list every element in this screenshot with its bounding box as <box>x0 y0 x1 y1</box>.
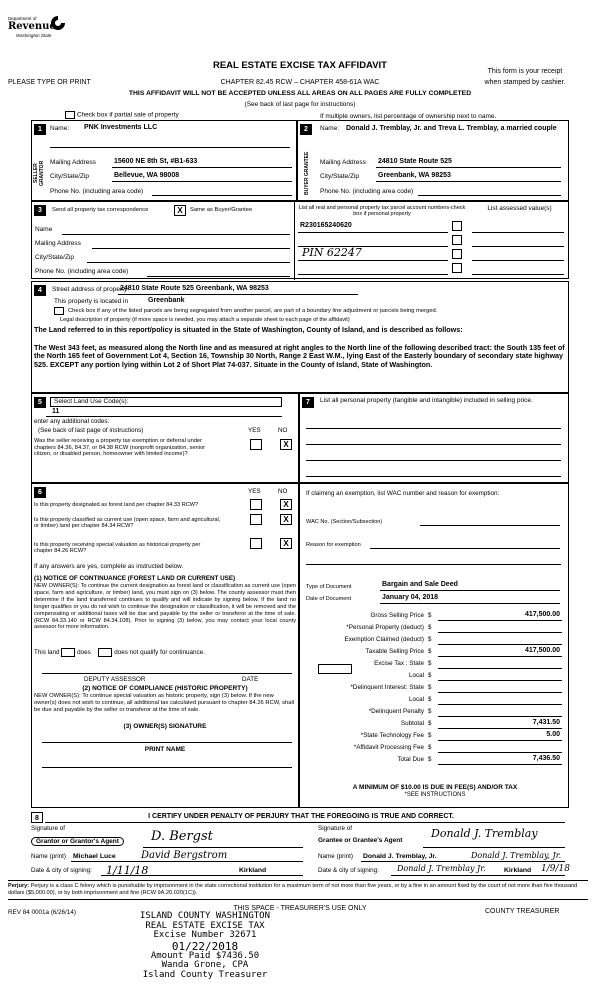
this-land-row <box>34 648 205 657</box>
section-number-1: 1 <box>34 124 46 135</box>
buyer-mailing[interactable]: 24810 State Route 525 <box>378 158 452 165</box>
grantee-date-sig: Donald J. Tremblay Jr. <box>397 864 486 873</box>
grantee-agent-label: Grantee or Grantee's Agent <box>318 837 403 844</box>
section-8 <box>31 810 570 877</box>
excise-rate-box[interactable] <box>318 664 352 674</box>
warning-text: THIS AFFIDAVIT WILL NOT BE ACCEPTED UNLESS ALL AREAS ON ALL PAGES ARE FULLY COMPLETED <box>128 90 472 97</box>
does-label: does <box>77 649 91 657</box>
exemption-no-checkbox[interactable]: X <box>280 439 292 450</box>
stamp-treasurer-title: Island County Treasurer <box>142 969 268 980</box>
tax-row-currency: $ <box>428 732 432 739</box>
if-yes-note: If any answers are yes, complete as instructed below. <box>34 563 184 570</box>
section-number-7: 7 <box>302 397 314 408</box>
grantor-signature[interactable]: D. Bergst <box>151 829 213 844</box>
parcel-4-pp-checkbox[interactable] <box>452 263 462 273</box>
parcel-2-pp-checkbox[interactable] <box>452 235 462 245</box>
continuance-title: (1) NOTICE OF CONTINUANCE (FOREST LAND OR CURRENT USE) <box>34 575 236 582</box>
same-as-buyer-checkbox[interactable]: X <box>174 205 186 216</box>
compliance-text: NEW OWNER(S): To continue special valuation as historic property, sign (3) below. If the new owner(s) does not wish to continue, all additional tax calculated pursuant to chapter 84.26 RCW, shall be due and payable by the seller or transferor at the time of sale. <box>34 693 295 713</box>
exemption-yes-checkbox[interactable] <box>250 439 262 450</box>
section-number-2: 2 <box>300 124 312 135</box>
tax-row-label: *Delinquent Interest: State <box>350 684 424 691</box>
tax-row-currency: $ <box>428 612 432 619</box>
section-6 <box>31 483 299 808</box>
revenue-logo <box>8 14 68 44</box>
grantor-name[interactable]: Michael Luce <box>73 853 116 860</box>
tax-row-currency: $ <box>428 636 432 643</box>
land-does-not-checkbox[interactable] <box>98 648 112 657</box>
historical-no-checkbox[interactable]: X <box>280 538 292 549</box>
tax-row-currency: $ <box>428 660 432 667</box>
seller-section <box>31 120 297 201</box>
receipt-note-1: This form is your receipt <box>487 68 563 75</box>
tax-row-currency: $ <box>428 708 432 715</box>
grantor-printed-sig: David Bergstrom <box>141 850 228 861</box>
perjury-note <box>8 883 578 897</box>
treasurer-space: THIS SPACE - TREASURER'S USE ONLY <box>233 905 367 912</box>
section-number-6: 6 <box>34 487 46 498</box>
chapter-ref: CHAPTER 82.45 RCW – CHAPTER 458-61A WAC <box>220 79 380 86</box>
seller-side-label: SELLER GRANTOR <box>33 160 45 187</box>
seller-mailing[interactable]: 15600 NE 8th St, #B1-633 <box>114 158 198 165</box>
no-header-5: NO <box>278 427 288 434</box>
wac-label: WAC No. (Section/Subsection) <box>306 519 383 525</box>
doc-date[interactable]: January 04, 2018 <box>382 594 439 601</box>
tax-row-value[interactable]: 417,500.00 <box>524 611 560 618</box>
current-use-no-checkbox[interactable]: X <box>280 514 292 525</box>
land-desc: The Land referred to in this report/policy is situated in the State of Washington, County of Island, and is described as follows: <box>34 325 463 334</box>
tax-row-label: *Delinquent Penalty <box>368 708 424 715</box>
tax-row-value[interactable]: 417,500.00 <box>524 647 560 654</box>
buyer-side-label: BUYER GRANTEE <box>304 151 310 196</box>
parcel-header: List all real and personal property tax parcel account numbers-check box if personal property <box>298 205 466 217</box>
perjury-text: Perjury is a class C felony which is punishable by imprisonment in the state correctional institution for a maximum term of not more than five years, or by a fine in an amount fixed by the court of not more than five thousand dollars ($5,000.00), or by both imprisonment and fine (RCW 9A.20.020(1C)). <box>8 883 578 896</box>
forest-no-checkbox[interactable]: X <box>280 499 292 510</box>
tax-row-currency: $ <box>428 684 432 691</box>
stamp-amount: Amount Paid $7436.50 <box>150 950 260 961</box>
tax-row-value[interactable]: 7,436.50 <box>532 755 560 762</box>
form-id: REV 84 0001a (6/26/14) <box>8 909 76 916</box>
tax-row-value[interactable]: 5.00 <box>546 731 560 738</box>
deputy-assessor-label: DEPUTY ASSESSOR <box>84 676 146 683</box>
see-instructions: *SEE INSTRUCTIONS <box>404 792 466 798</box>
additional-codes-label: enter any additional codes: <box>34 418 110 425</box>
partial-sale-checkbox[interactable] <box>65 111 75 119</box>
section-4 <box>31 281 569 393</box>
tax-row-value[interactable]: 7,431.50 <box>532 719 560 726</box>
tax-row-label: Total Due <box>397 756 424 763</box>
tax-row-currency: $ <box>428 720 432 727</box>
historical-yes-checkbox[interactable] <box>250 538 262 549</box>
grantor-date[interactable]: 1/11/18 <box>106 864 149 877</box>
tax-row-label: *State Technology Fee <box>360 732 424 739</box>
see-back-note: (See back of last page for instructions) <box>244 101 356 108</box>
buyer-phone-label: Phone No. (including area code) <box>320 188 414 195</box>
land-use-select[interactable] <box>50 397 282 407</box>
dept-line: Department of <box>8 16 37 21</box>
tax-row-label: Local <box>408 672 424 679</box>
current-use-yes-checkbox[interactable] <box>250 514 262 525</box>
land-use-label: Select Land Use Code(s): <box>54 398 129 405</box>
buyer-name-label: Name: <box>320 125 340 132</box>
assessed-header: List assessed value(s) <box>487 205 552 212</box>
tax-phone-label: Phone No. (including area code) <box>35 268 129 275</box>
grantor-sig-label: Signature of <box>31 825 65 832</box>
current-use-question: Is this property classified as current use (open space, farm and agricultural, or timber) land per chapter 84.34 RCW? <box>34 517 221 530</box>
print-name-label: PRINT NAME <box>144 746 186 753</box>
seller-phone-label: Phone No. (including area code) <box>50 188 144 195</box>
doc-date-label: Date of Document <box>306 596 352 602</box>
stamp-line-2: REAL ESTATE EXCISE TAX <box>145 920 265 931</box>
treasurer-stamp <box>110 912 300 980</box>
buyer-name[interactable]: Donald J. Tremblay, Jr. and Treva L. Tremblay, a married couple <box>346 125 557 132</box>
tax-row-label: Gross Selling Price <box>370 612 424 619</box>
tax-name-label: Name <box>35 226 53 233</box>
section-7 <box>299 393 569 483</box>
seller-city-label: City/State/Zip <box>50 173 90 180</box>
legal-description[interactable]: The West 343 feet, as measured along the North line and as measured at right angles to the North line of the following described tract: the South 135 feet of the North 165 feet of Government Lot 4, Section 16, Township 30 North, Range 2 East W.M., lying East of the Easterly boundary of secondary state highway 525. EXCEPT any portion lying within Lot 2 of Short Plat 74-037. Situate in the County of Island, State of Washington. <box>34 343 565 369</box>
buyer-city[interactable]: Greenbank, WA 98253 <box>378 172 451 179</box>
street-label: Street address of property: <box>52 286 129 293</box>
personal-property-label: List all personal property (tangible and intangible) included in selling price. <box>320 397 533 404</box>
not-qualify-label: does not qualify for continuance. <box>114 649 205 657</box>
reason-label: Reason for exemption <box>306 542 361 548</box>
seller-city[interactable]: Bellevue, WA 98008 <box>114 172 180 179</box>
grantee-sig-label: Signature of <box>318 825 352 832</box>
tax-row-label: Excise Tax : State <box>374 660 424 667</box>
tax-row-currency: $ <box>428 624 432 631</box>
parcel-number-2[interactable]: PIN 62247 <box>302 246 362 259</box>
county-treasurer: COUNTY TREASURER <box>485 908 560 915</box>
agency-name: Revenue <box>8 21 56 32</box>
send-correspondence-label: Send all property tax correspondence <box>52 207 149 213</box>
tax-rows <box>300 612 570 772</box>
tax-row-label: *Affidavit Processing Fee <box>353 744 424 751</box>
grantee-date-label: Date & city of signing: <box>318 867 379 874</box>
section-number-3: 3 <box>34 205 46 216</box>
section-number-4: 4 <box>34 285 46 296</box>
certify-text: I CERTIFY UNDER PENALTY OF PERJURY THAT THE FOREGOING IS TRUE AND CORRECT. <box>148 813 454 820</box>
continuance-text: NEW OWNER(S): To continue the current designation as forest land or classification as current use (open space, farm and agriculture, or timber) land, you must sign on (3) below. The county assessor must then determine if the land transferred continues to qualify and will indicate by signing below. If the land no longer qualifies or you do not wish to continue the designation or classification, it will be removed and the compensating or additional taxes will be due and payable by the seller or transferor at the time of sale. (RCW 84.33.140 or RCW 84.34.108). Prior to signing (3) below, you may contact your local county assessor for more information. <box>34 583 296 631</box>
segregated-checkbox[interactable] <box>54 307 64 315</box>
parcel-number-1[interactable]: R230165240620 <box>300 222 352 229</box>
stamp-line-3: Excise Number 32671 <box>153 930 257 940</box>
receipt-note-2: when stamped by cashier. <box>484 79 566 86</box>
land-use-code[interactable]: 11 <box>52 408 60 415</box>
tax-row-label: Local <box>408 696 424 703</box>
land-does-checkbox[interactable] <box>61 648 75 657</box>
grantee-name[interactable]: Donald J. Tremblay, Jr. <box>363 853 437 860</box>
seller-mailing-label: Mailing Address <box>50 159 96 166</box>
stamp-line-1: ISLAND COUNTY WASHINGTON <box>139 911 271 921</box>
seller-name-label: Name: <box>50 125 70 132</box>
tax-row-currency: $ <box>428 672 432 679</box>
partial-sale-row <box>65 111 179 119</box>
grantor-city[interactable]: Kirkland <box>239 867 267 874</box>
section-number-8: 8 <box>31 812 43 823</box>
section-number-5: 5 <box>34 397 46 408</box>
agency-state: Washington State <box>16 33 52 38</box>
located-in[interactable]: Greenbank <box>148 297 185 304</box>
section-5 <box>31 393 299 483</box>
doc-type[interactable]: Bargain and Sale Deed <box>382 581 458 588</box>
stamp-date: 01/22/2018 <box>171 939 239 953</box>
doc-type-label: Type of Document <box>306 584 352 590</box>
grantee-name-label: Name (print) <box>318 853 353 860</box>
tax-row-label: Exemption Claimed (deduct) <box>344 636 424 643</box>
forest-yes-checkbox[interactable] <box>250 499 262 510</box>
please-type: PLEASE TYPE OR PRINT <box>8 79 91 86</box>
yes-header-5: YES <box>248 427 261 434</box>
perjury-label: Perjury: <box>8 883 30 889</box>
segregated-label: Check box if any of the listed parcels are being segregated from another parcel, are part of a boundary line adjustment or parcels being merged. <box>68 308 438 314</box>
tax-calculation-section <box>299 483 569 808</box>
seller-name[interactable]: PNK Investments LLC <box>84 124 158 131</box>
grantor-date-label: Date & city of signing: <box>31 867 92 874</box>
exemption-claim-label: If claiming an exemption, list WAC number and reason for exemption: <box>306 490 500 497</box>
see-back-codes: (See back of last page of instructions) <box>38 427 144 434</box>
buyer-city-label: City/State/Zip <box>320 173 360 180</box>
owner-signature-label: (3) OWNER(S) SIGNATURE <box>123 723 207 730</box>
grantee-signature[interactable]: Donald J. Tremblay <box>431 827 538 840</box>
exemption-question: Was the seller receiving a property tax exemption or deferral under chapters 84.36, 84.37, or 84.38 RCW (nonprofit organization, senior citizen, or disabled person, homeowner with limited income)? <box>34 438 206 457</box>
located-label: This property is located in <box>54 298 129 305</box>
grantee-city[interactable]: Kirkland <box>504 867 532 874</box>
grantee-printed-sig: Donald J. Tremblay, Jr. <box>471 851 562 860</box>
grantor-agent-label: Grantor or Grantor's Agent <box>31 837 124 846</box>
forest-question: Is this property designated as forest land per chapter 84.33 RCW? <box>34 502 199 508</box>
stamp-treasurer-name: Wanda Grone, CPA <box>161 960 249 970</box>
tax-city-label: City/State/Zip <box>35 254 75 261</box>
partial-sale-label: Check box if partial sale of property <box>76 111 179 119</box>
date-label: DATE <box>242 676 259 683</box>
section-3 <box>31 201 569 279</box>
parcel-1-pp-checkbox[interactable] <box>452 221 462 231</box>
tax-row-label: Taxable Selling Price <box>365 648 424 655</box>
tax-row-currency: $ <box>428 744 432 751</box>
buyer-mailing-label: Mailing Address <box>320 159 366 166</box>
tax-row-currency: $ <box>428 696 432 703</box>
tax-row-label: *Personal Property (deduct) <box>346 624 424 631</box>
tax-row-currency: $ <box>428 648 432 655</box>
minimum-note: A MINIMUM OF $10.00 IS DUE IN FEE(S) AND/OR TAX <box>352 784 518 791</box>
parcel-3-pp-checkbox[interactable] <box>452 249 462 259</box>
yes-header-6: YES <box>248 488 261 495</box>
compliance-title: (2) NOTICE OF COMPLIANCE (HISTORIC PROPERTY) <box>82 685 248 692</box>
grantor-name-label: Name (print) <box>31 853 66 860</box>
buyer-section <box>297 120 569 201</box>
tax-row-label: Subtotal <box>400 720 424 727</box>
historical-question: Is this property receiving special valuation as historical property per chapter 84.26 RCW? <box>34 542 201 555</box>
multiple-owners-note: If multiple owners, list percentage of ownership next to name. <box>320 113 497 120</box>
street-address[interactable]: 24810 State Route 525 Greenbank, WA 98253 <box>120 285 269 292</box>
no-header-6: NO <box>278 488 288 495</box>
form-title: REAL ESTATE EXCISE TAX AFFIDAVIT <box>212 60 387 71</box>
same-as-buyer-label: Same as Buyer/Grantee <box>190 207 253 213</box>
legal-note: Legal description of property (if more space is needed, you may attach a separate sheet to each page of the affidavit) <box>60 317 350 323</box>
tax-mailing-label: Mailing Address <box>35 240 81 247</box>
this-land-label: This land <box>34 649 60 657</box>
grantee-date[interactable]: 1/9/18 <box>541 864 570 874</box>
tax-row-currency: $ <box>428 756 432 763</box>
